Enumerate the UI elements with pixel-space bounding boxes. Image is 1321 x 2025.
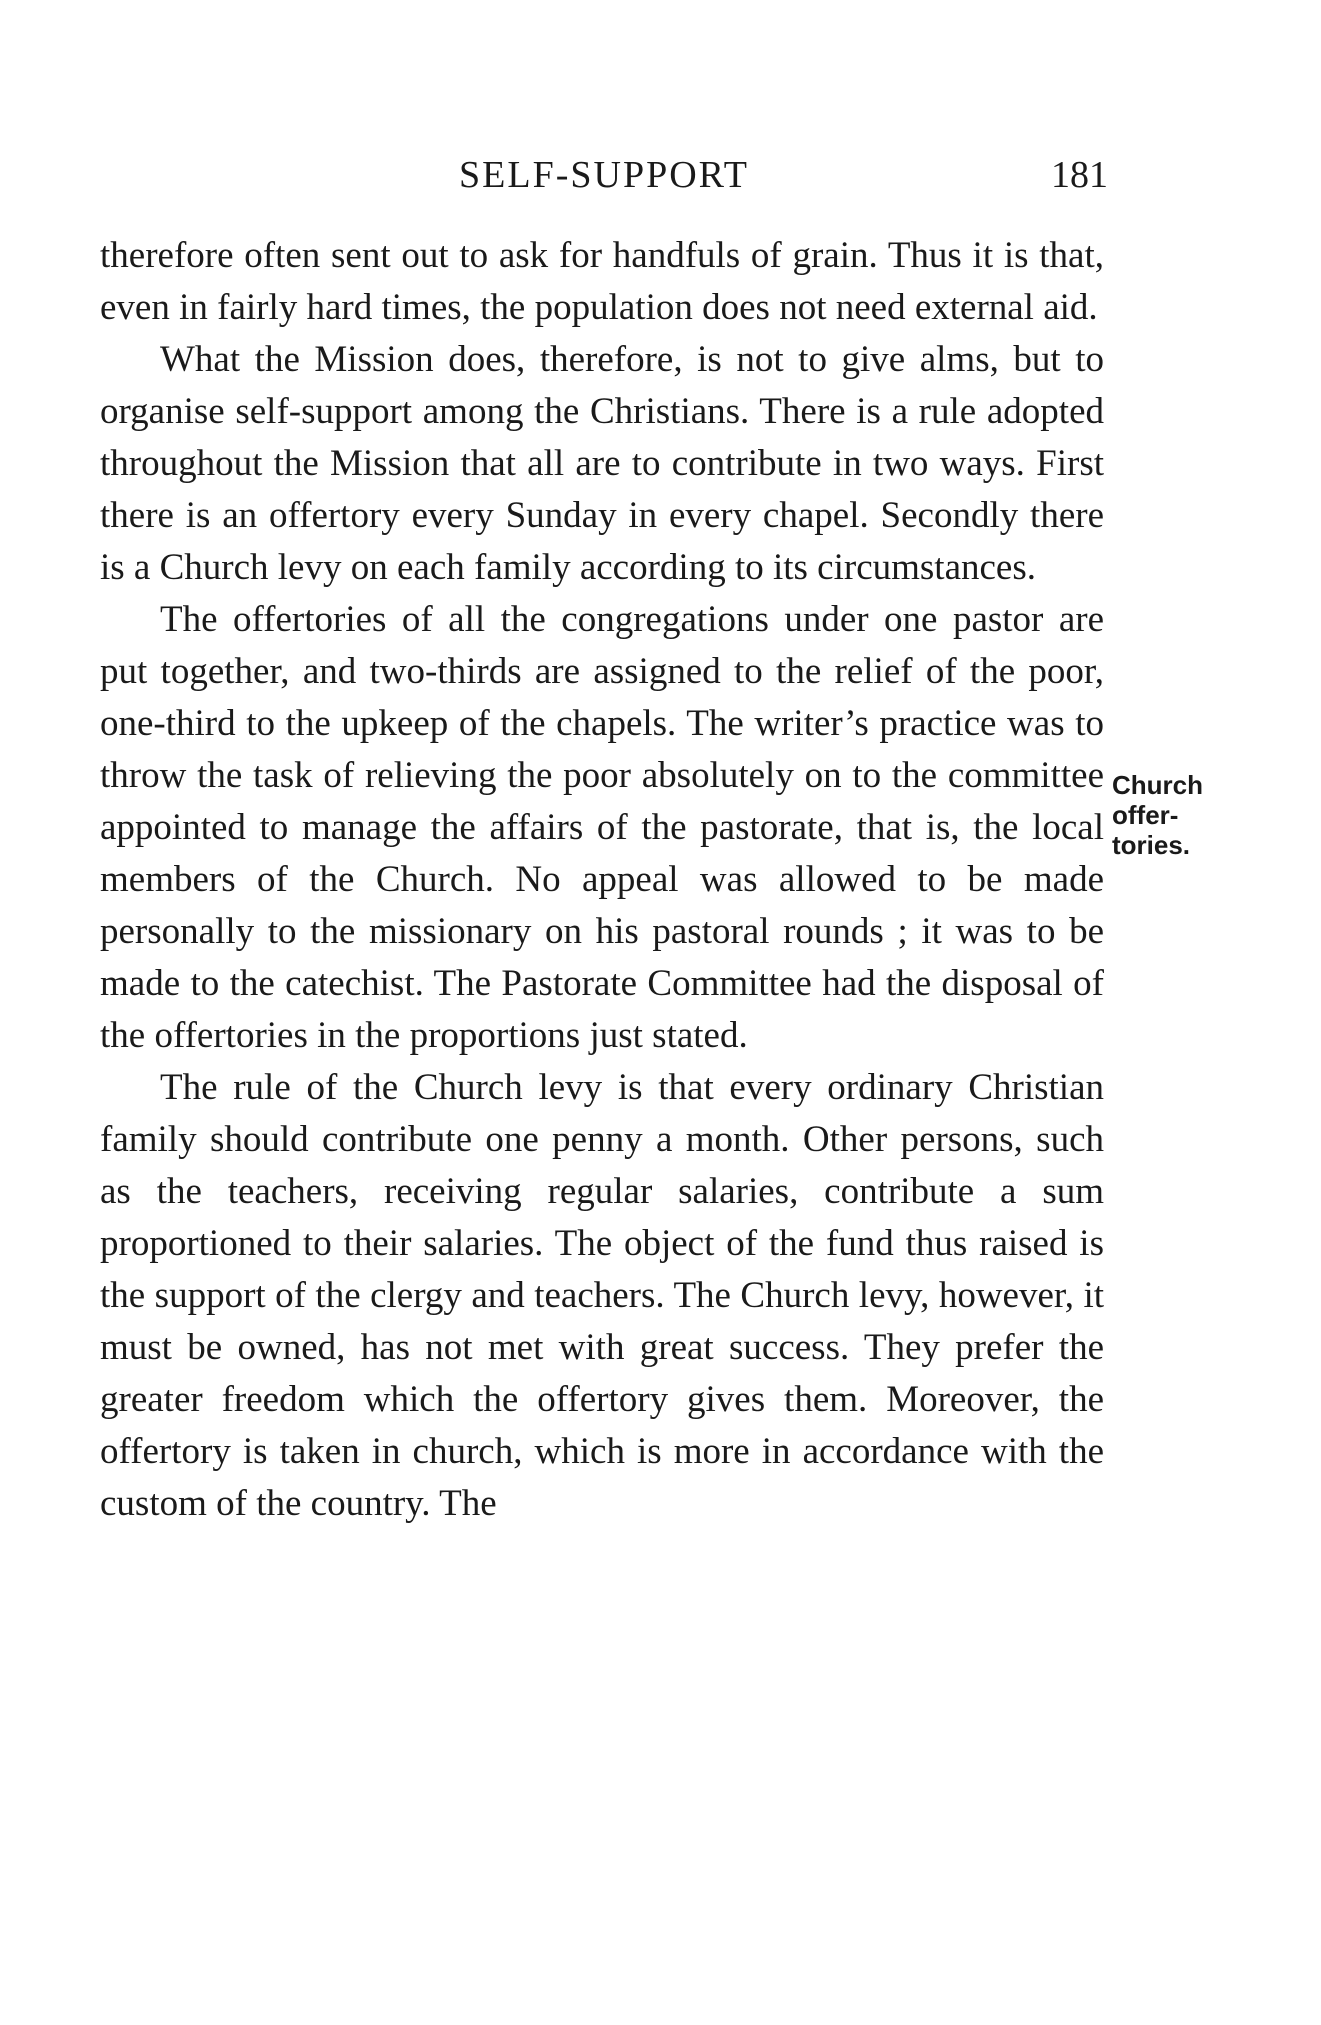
paragraph-2: What the Mission does, therefore, is not to give alms, but to organise self-support among the Christians. There is a rule adopted throughout the Mission that all are to contribute in two ways. First there is an offertory every Sunday in every chapel. Secondly there is a Church levy on each family according to its circumstances. <box>100 339 1104 588</box>
margin-note-line: Church <box>1112 770 1203 800</box>
paragraph-4: The rule of the Church levy is that every ordinary Christian family should contribute one penny a month. Other persons, such as the teachers, receiving regular salaries, contribute a sum proportioned to their salaries. The object of the fund thus raised is the support of the clergy and teachers. The Church levy, however, it must be owned, has not met with great success. They prefer the greater freedom which the offertory gives them. Moreover, the offertory is taken in church, which is more in accordance with the custom of the country. The <box>100 1067 1104 1524</box>
paragraph-1: therefore often sent out to ask for handfuls of grain. Thus it is that, even in fairly hard times, the population does not need external aid. <box>100 235 1104 328</box>
margin-note-line: tories. <box>1112 830 1191 860</box>
margin-note-line: offer- <box>1112 800 1179 830</box>
page-number: 181 <box>1051 154 1108 196</box>
running-head <box>100 150 1108 200</box>
body-text <box>100 230 1104 1530</box>
paragraph-3: The offertories of all the congregations under one pastor are put together, and two-thirds are assigned to the relief of the poor, one-third to the upkeep of the chapels. The writer’s practice was to throw the task of relieving the poor absolutely on to the committee appointed to manage the affairs of the pastorate, that is, the local members of the Church. No appeal was allowed to be made personally to the missionary on his pastoral rounds ; it was to be made to the catechist. The Pastorate Committee had the disposal of the offertories in the proportions just stated. <box>100 599 1104 1056</box>
running-title: SELF-SUPPORT <box>459 154 749 196</box>
margin-note <box>1112 770 1262 860</box>
